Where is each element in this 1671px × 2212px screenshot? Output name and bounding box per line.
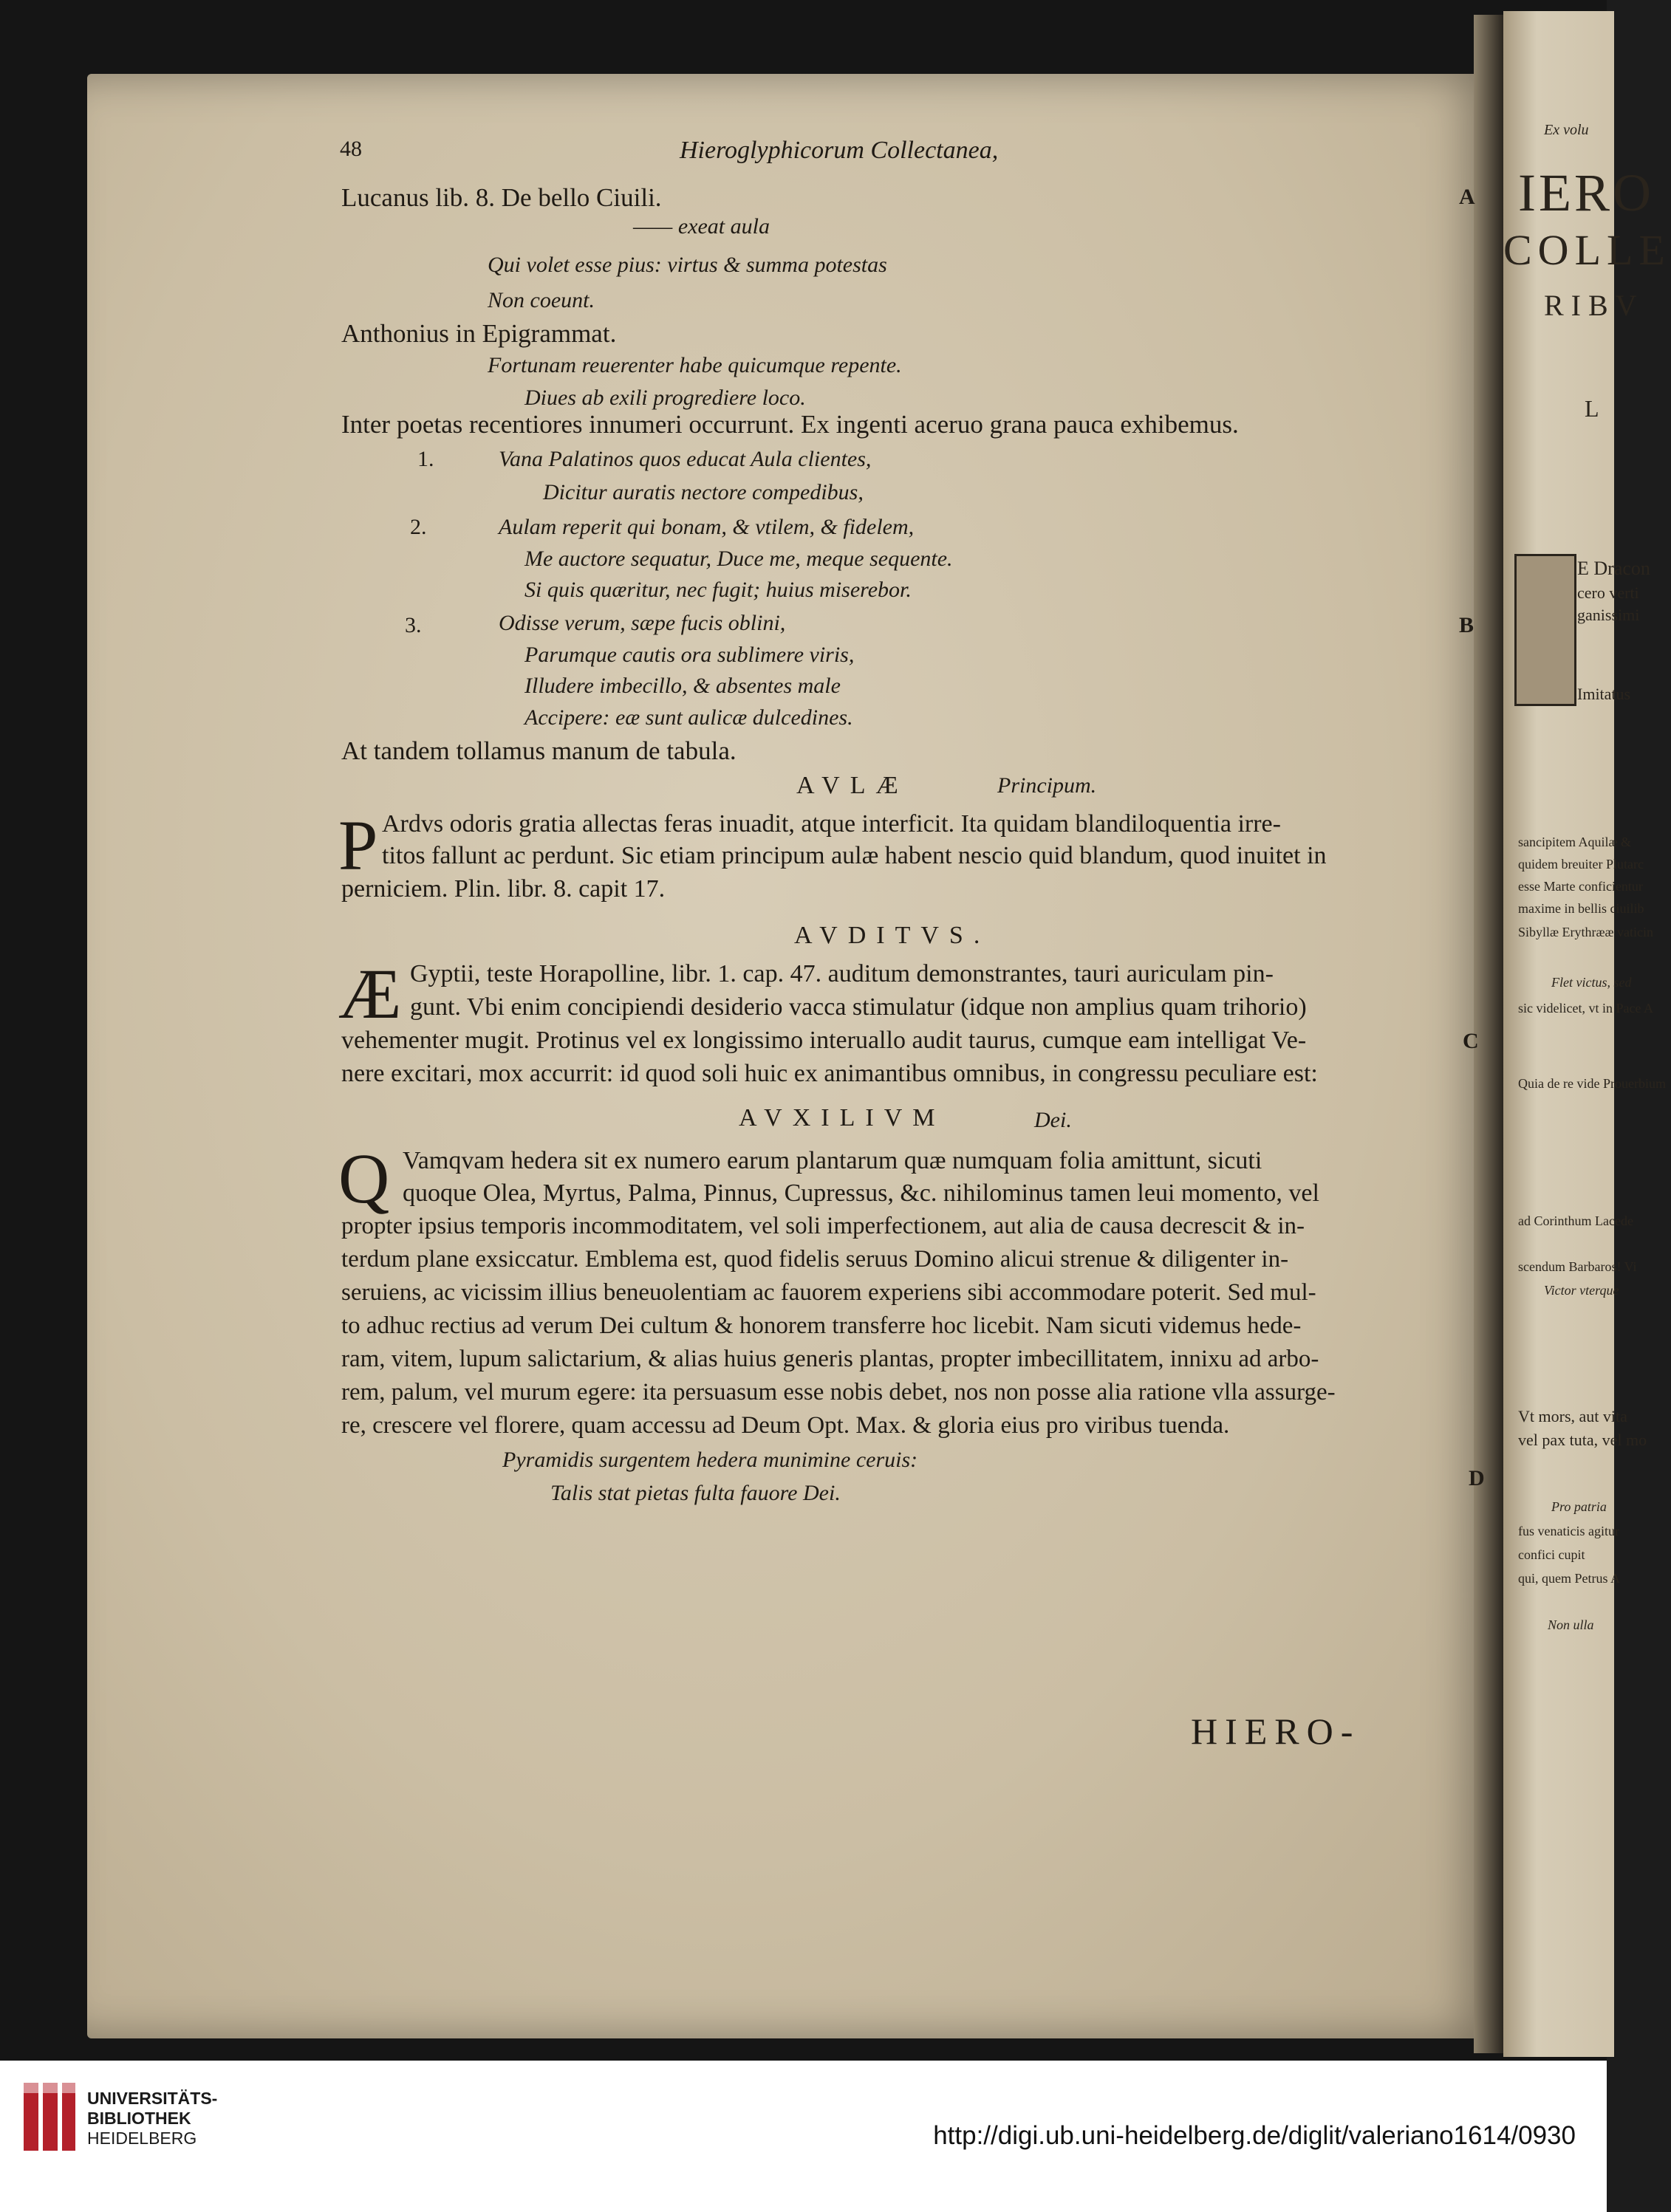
margin-marker: D [1469,1466,1485,1490]
text-line: terdum plane exsiccatur. Emblema est, quod fidelis seruus Domino alicui strenue & diligenter in- [341,1246,1289,1273]
section-heading: AVDITVS. [794,922,991,949]
facing-fragment: COLLE [1503,226,1671,274]
facing-fragment: E Dracon [1577,558,1650,579]
text-line: Anthonius in Epigrammat. [341,319,617,348]
facing-fragment: esse Marte conficientur [1518,879,1643,894]
facing-fragment: sancipitem Aquilæ & [1518,835,1631,849]
verse-line: Pyramidis surgentem hedera munimine ceruis: [502,1448,918,1472]
text-line: nere excitari, mox accurrit: id quod soli huic ex animantibus omnibus, in congressu peculiare est: [341,1060,1318,1087]
text-line: re, crescere vel florere, quam accessu ad Deum Opt. Max. & gloria eius pro viribus tuenda. [341,1412,1230,1439]
section-subheading: Dei. [1034,1108,1072,1132]
verse-line: Non coeunt. [488,288,595,312]
facing-fragment: Ex volu [1544,122,1589,138]
verse-line: Dicitur auratis nectore compedibus, [543,480,864,504]
source-url-link[interactable]: http://digi.ub.uni-heidelberg.de/diglit/valeriano1614/0930 [933,2121,1576,2150]
facing-fragment: Non ulla [1548,1617,1594,1632]
section-heading: AVLÆ [796,772,909,799]
library-logo[interactable] [22,2081,77,2155]
facing-fragment: confici cupit [1518,1547,1585,1562]
text-line: Inter poetas recentiores innumeri occurrunt. Ex ingenti aceruo grana pauca exhibemus. [341,410,1239,439]
verse-line: Si quis quæritur, nec fugit; huius miserebor. [524,578,912,602]
text-line: vehementer mugit. Protinus vel ex longissimo interuallo audit taurus, cumque eam intelligat Ve- [341,1027,1307,1054]
library-name-line: HEIDELBERG [87,2129,197,2148]
section-subheading: Principum. [997,773,1097,798]
verse-line: —— exeat aula [633,214,770,239]
facing-fragment: IERO [1518,163,1654,222]
facing-fragment: RIBV [1544,289,1644,322]
verse-line: Aulam reperit qui bonam, & vtilem, & fidelem, [499,515,915,539]
verse-line: Talis stat pietas fulta fauore Dei. [550,1481,841,1505]
section-heading: AVXILIVM [739,1104,946,1131]
text-line: to adhuc rectius ad verum Dei cultum & honorem transferre hoc licebit. Nam sicuti videmus hede- [341,1312,1302,1339]
facing-fragment: qui, quem Petrus A [1518,1571,1620,1586]
margin-marker: C [1463,1029,1479,1053]
verse-line: Qui volet esse pius: virtus & summa potestas [488,253,887,277]
verse-line: Parumque cautis ora sublimere viris, [524,643,855,667]
drop-capital: Q [338,1139,390,1218]
text-line: rem, palum, vel murum egere: ita persuasum esse nobis debet, nos non posse alia ratione vlla assurge- [341,1379,1336,1405]
verse-line: Fortunam reuerenter habe quicumque repente. [488,353,902,377]
text-line: Vamqvam hedera sit ex numero earum plantarum quæ numquam folia amittunt, sicuti [403,1147,1262,1174]
facing-fragment: Imitatus [1577,685,1631,703]
facing-fragment: vel pax tuta, vel mo [1518,1431,1647,1449]
facing-page [1503,11,1671,2057]
facing-fragment: cero verti [1577,583,1639,602]
drop-capital: P [338,806,378,885]
text-line: seruiens, ac vicissim illius beneuolentiam ac fauorem experiens sibi accommodare poterit. Sed mul- [341,1279,1316,1306]
text-line: Gyptii, teste Horapolline, libr. 1. cap. 47. auditum demonstrantes, tauri auriculam pin- [410,960,1274,987]
verse-number: 3. [405,613,422,637]
facing-fragment: quidem breuiter Plutarc [1518,857,1644,872]
facing-fragment: Pro patria [1551,1499,1607,1514]
facing-fragment: maxime in bellis ciuilib [1518,901,1644,916]
running-head: Hieroglyphicorum Collectanea, [680,137,999,164]
catchword: HIERO- [1191,1711,1361,1752]
library-logo-icon [22,2081,77,2152]
facing-fragment: scendum Barbaros! Vi [1518,1259,1637,1274]
text-line: At tandem tollamus manum de tabula. [341,736,737,765]
text-line: ram, vitem, lupum salictarium, & alias huius generis plantas, propter imbecillitatem, innixu ad arbo- [341,1346,1319,1372]
verse-number: 2. [410,515,427,539]
library-name [87,2089,217,2148]
verse-line: Illudere imbecillo, & absentes male [524,674,841,698]
library-name-line: BIBLIOTHEK [87,2109,191,2128]
verse-line: Me auctore sequatur, Duce me, meque sequente. [524,547,953,571]
facing-fragment: Flet victus, sed [1551,975,1632,990]
facing-fragment: Victor vterque [1544,1283,1619,1298]
page-number: 48 [340,137,362,161]
verse-line: Vana Palatinos quos educat Aula clientes, [499,447,872,471]
verse-line: Diues ab exili progrediere loco. [524,386,806,410]
text-line: titos fallunt ac perdunt. Sic etiam principum aulæ habent nescio quid blandum, quod inuitet in [382,842,1327,869]
text-line: propter ipsius temporis incommoditatem, vel soli imperfectionem, aut alia de causa decrescit & in- [341,1213,1305,1239]
verse-number: 1. [417,447,434,471]
text-line: perniciem. Plin. libr. 8. capit 17. [341,875,666,903]
facing-fragment: sic videlicet, vt in Pace A [1518,1001,1653,1016]
verse-line: Odisse verum, sæpe fucis oblini, [499,611,786,635]
facing-fragment: Quia de re vide Prouerbium [1518,1076,1666,1091]
margin-marker: A [1459,185,1475,209]
facing-fragment: fus venaticis agitur [1518,1524,1619,1538]
facing-fragment: ad Corinthum Lacede [1518,1213,1633,1228]
text-line: quoque Olea, Myrtus, Palma, Pinnus, Cupressus, &c. nihilominus tamen leui momento, vel [403,1179,1319,1207]
text-line: gunt. Vbi enim concipiendi desiderio vacca stimulatur (idque non amplius quam trihorio) [410,993,1307,1021]
margin-marker: B [1459,613,1474,637]
text-line: Lucanus lib. 8. De bello Ciuili. [341,183,662,212]
verse-line: Accipere: eæ sunt aulicæ dulcedines. [524,705,853,730]
text-line: Ardvs odoris gratia allectas feras inuadit, atque interficit. Ita quidam blandiloquentia irre- [382,810,1281,838]
facing-fragment: ganissimi [1577,606,1640,624]
facing-fragment: L [1585,395,1599,422]
facing-fragment: Sibyllæ Erythrææ vaticin [1518,925,1653,939]
facing-fragment: Vt mors, aut vita [1518,1407,1627,1425]
drop-capital: Æ [338,954,402,1033]
library-name-line: UNIVERSITÄTS- [87,2089,218,2108]
